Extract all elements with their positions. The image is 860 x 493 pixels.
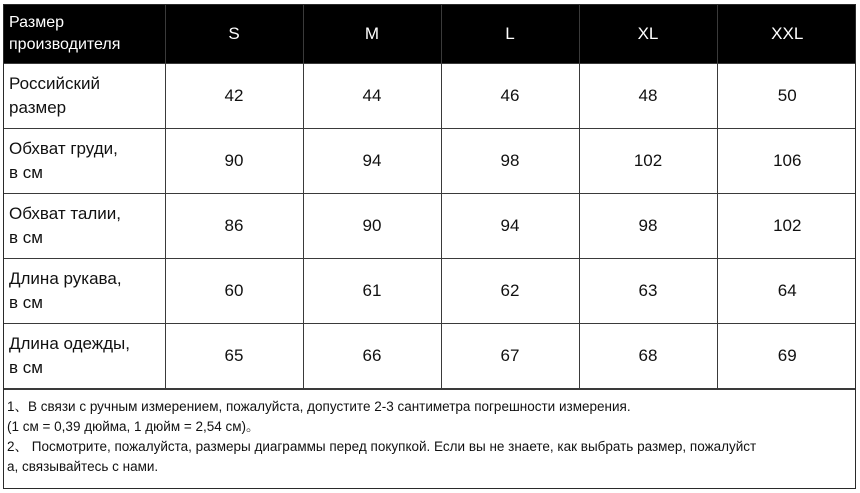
notes-section — [4, 389, 855, 477]
table-cell: 98 — [441, 128, 579, 193]
table-cell: 48 — [579, 63, 717, 128]
header-size-xxl: XXL — [717, 5, 856, 63]
table-cell: 46 — [441, 63, 579, 128]
size-table — [4, 5, 856, 389]
table-cell: 90 — [303, 193, 441, 258]
table-row — [4, 128, 856, 193]
table-cell: 98 — [579, 193, 717, 258]
header-size-s: S — [165, 5, 303, 63]
table-row — [4, 193, 856, 258]
row-label — [4, 323, 165, 388]
header-size-l: L — [441, 5, 579, 63]
table-cell: 67 — [441, 323, 579, 388]
row-label-line1: Обхват груди, — [9, 138, 118, 158]
row-label-line1: Длина одежды, — [9, 333, 130, 353]
table-cell: 106 — [717, 128, 856, 193]
table-cell: 62 — [441, 258, 579, 323]
table-cell: 63 — [579, 258, 717, 323]
row-label-line1: Длина рукава, — [9, 268, 122, 288]
header-size-m: M — [303, 5, 441, 63]
table-cell: 86 — [165, 193, 303, 258]
table-cell: 102 — [579, 128, 717, 193]
header-size-xl: XL — [579, 5, 717, 63]
table-row — [4, 258, 856, 323]
row-label-line1: Российский — [9, 73, 100, 93]
table-cell: 66 — [303, 323, 441, 388]
row-label-line2: в см — [9, 227, 43, 247]
table-cell: 68 — [579, 323, 717, 388]
row-label-line2: в см — [9, 357, 43, 377]
note-line: а, связывайтесь с нами. — [7, 458, 159, 474]
row-label-line2: размер — [9, 97, 67, 117]
size-chart — [3, 4, 856, 489]
header-label-line1: Размер — [9, 13, 64, 31]
row-label — [4, 128, 165, 193]
table-cell: 61 — [303, 258, 441, 323]
note-line: 1、В связи с ручным измерением, пожалуйста, допустите 2-3 сантиметра погрешности измерения. — [7, 398, 631, 414]
table-cell: 94 — [303, 128, 441, 193]
note-line: 2、 Посмотрите, пожалуйста, размеры диаграммы перед покупкой. Если вы не знаете, как выбрать размер, пожалуйст — [7, 438, 757, 454]
row-label-line2: в см — [9, 162, 43, 182]
header-label-line2: производителя — [9, 35, 121, 53]
table-cell: 94 — [441, 193, 579, 258]
row-label — [4, 63, 165, 128]
table-cell: 60 — [165, 258, 303, 323]
table-cell: 102 — [717, 193, 856, 258]
table-cell: 64 — [717, 258, 856, 323]
row-label-line2: в см — [9, 292, 43, 312]
note-line: (1 см = 0,39 дюйма, 1 дюйм = 2,54 см)。 — [7, 418, 260, 434]
table-cell: 50 — [717, 63, 856, 128]
row-label — [4, 193, 165, 258]
row-label — [4, 258, 165, 323]
header-row — [4, 5, 856, 63]
header-label-cell — [4, 5, 165, 63]
table-cell: 90 — [165, 128, 303, 193]
table-cell: 69 — [717, 323, 856, 388]
row-label-line1: Обхват талии, — [9, 203, 122, 223]
table-cell: 44 — [303, 63, 441, 128]
table-row — [4, 323, 856, 388]
table-row — [4, 63, 856, 128]
table-cell: 42 — [165, 63, 303, 128]
table-cell: 65 — [165, 323, 303, 388]
